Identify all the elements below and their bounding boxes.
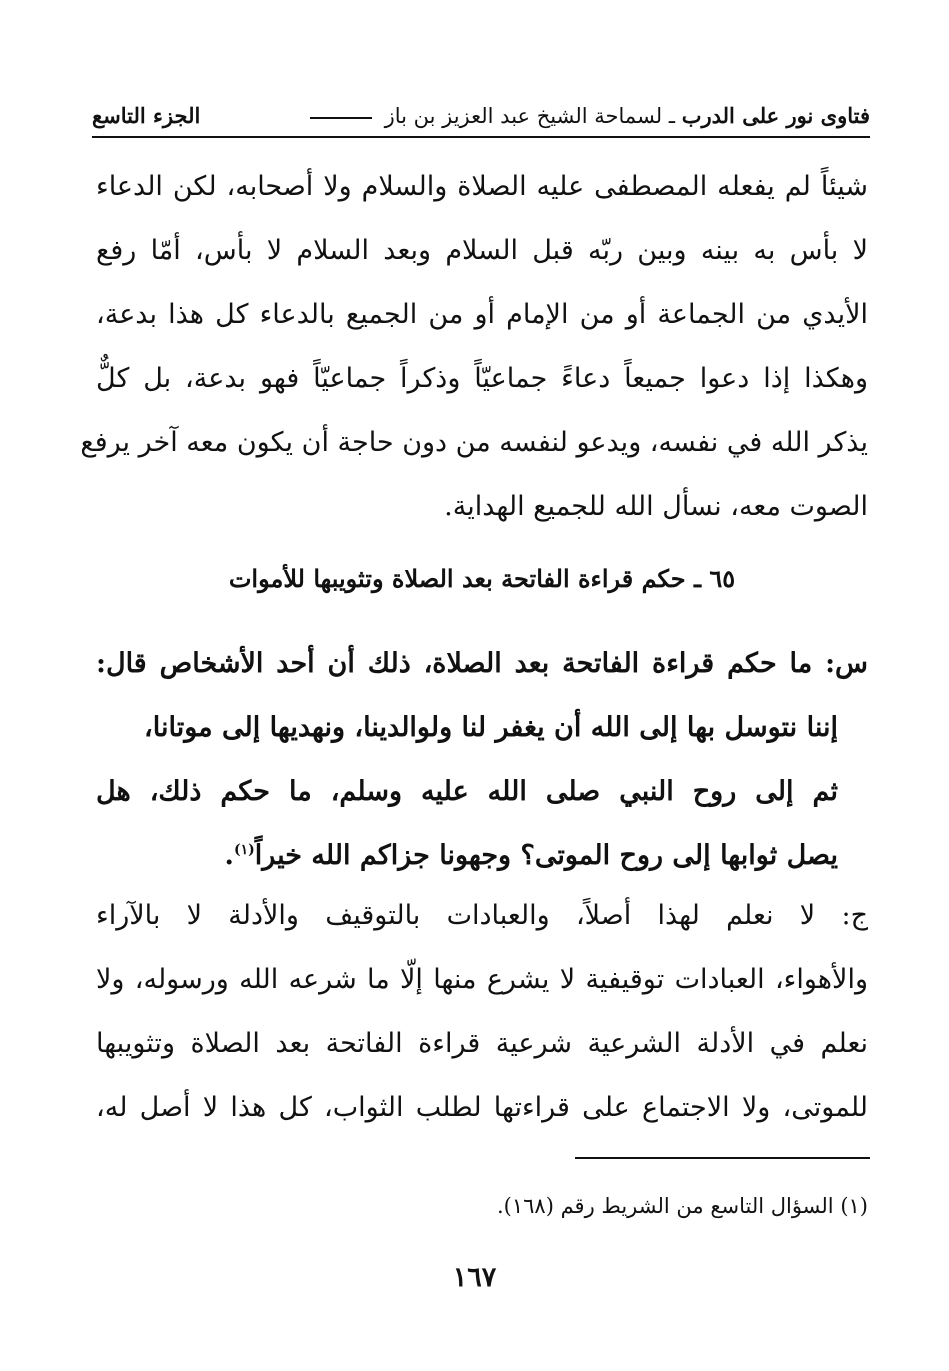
header-underline (92, 136, 870, 138)
text-line: نعلم في الأدلة الشرعية شرعية قراءة الفاتحة بعد الصلاة وتثويبها (96, 1028, 868, 1059)
text-line (96, 824, 868, 888)
text-line: الصوت معه، نسأل الله للجميع الهداية. (444, 491, 868, 522)
text-line: والأهواء، العبادات توقيفية لا يشرع منها إلّا ما شرعه الله ورسوله، ولا (96, 964, 868, 995)
text-line: لا بأس به بينه وبين ربّه قبل السلام وبعد السلام لا بأس، أمّا رفع (96, 235, 868, 266)
page-number: ١٦٧ (452, 1262, 497, 1293)
volume-label: الجزء التاسع (92, 103, 201, 128)
text-line: للموتى، ولا الاجتماع على قراءتها لطلب الثواب، كل هذا لا أصل له، (96, 1092, 868, 1123)
book-title: فتاوى نور على الدرب (681, 103, 870, 128)
text-line: وهكذا إذا دعوا جميعاً دعاءً جماعيّاً وذكراً جماعيّاً فهو بدعة، بل كلٌّ (96, 363, 868, 394)
answer-paragraph (96, 884, 868, 1140)
section-heading: ٦٥ ـ حكم قراءة الفاتحة بعد الصلاة وتثويبها للأموات (228, 564, 736, 593)
footnote-separator (575, 1157, 870, 1159)
text-line: ثم إلى روح النبي صلى الله عليه وسلم، ما حكم ذلك، هل (96, 776, 838, 807)
footnote-marker: (١) (233, 842, 255, 858)
question-end-mark: . (224, 840, 234, 871)
intro-paragraph (80, 155, 868, 539)
header-dash-rule (310, 117, 372, 119)
question-paragraph (96, 632, 868, 888)
text-line: إننا نتوسل بها إلى الله أن يغفر لنا ولوالدينا، ونهديها إلى موتانا، (144, 712, 838, 743)
author-name: ـ لسماحة الشيخ عبد العزيز بن باز (384, 104, 676, 128)
running-header (92, 98, 870, 134)
text-line: شيئاً لم يفعله المصطفى عليه الصلاة والسلام ولا أصحابه، لكن الدعاء (96, 171, 868, 202)
text-line: س: ما حكم قراءة الفاتحة بعد الصلاة، ذلك أن أحد الأشخاص قال: (96, 648, 868, 679)
text-line: يذكر الله في نفسه، ويدعو لنفسه من دون حاجة أن يكون معه آخر يرفع (80, 427, 868, 458)
footnote: (١) السؤال التاسع من الشريط رقم (١٦٨). (496, 1194, 868, 1218)
text-line: الأيدي من الجماعة أو من الإمام أو من الجميع بالدعاء كل هذا بدعة، (96, 299, 868, 330)
question-last-text: يصل ثوابها إلى روح الموتى؟ وجهونا جزاكم الله خيراً (254, 840, 838, 871)
text-line: ج: لا نعلم لهذا أصلاً، والعبادات بالتوقيف والأدلة لا بالآراء (96, 900, 868, 931)
